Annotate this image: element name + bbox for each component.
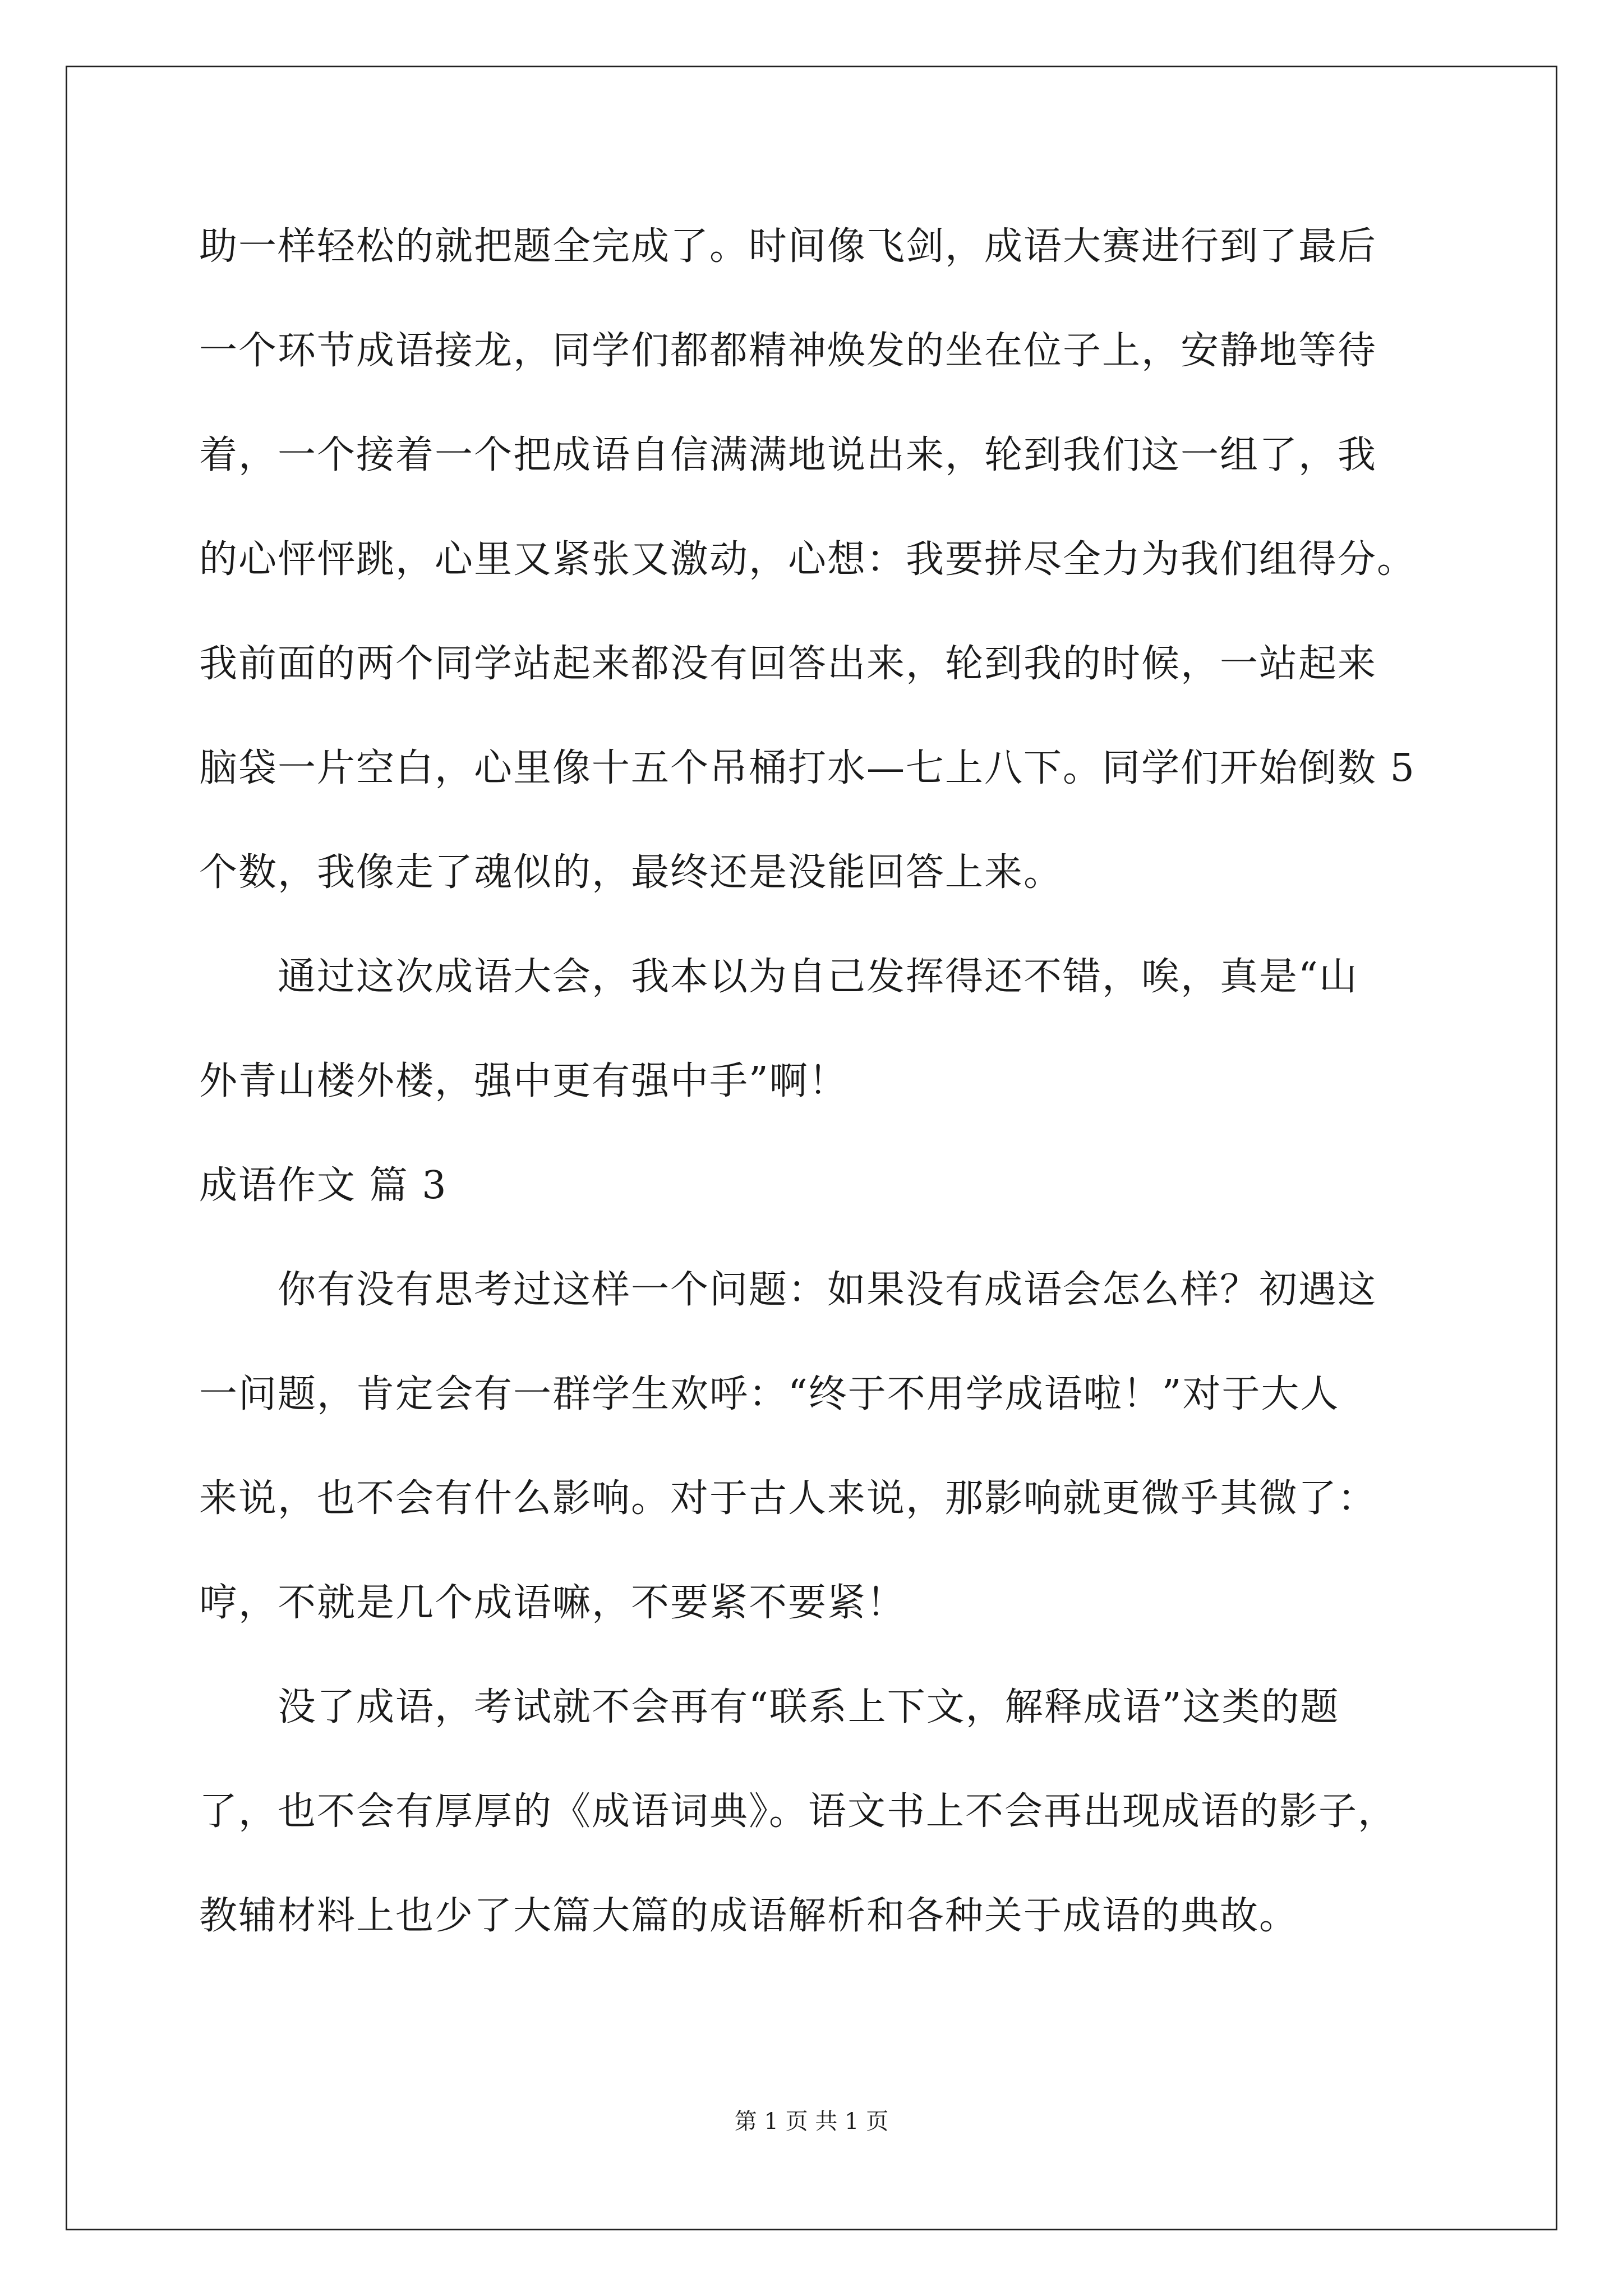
text-line: 脑袋一片空白，心里像十五个吊桶打水—七上八下。同学们开始倒数 5 (199, 746, 1415, 790)
text-line: 了，也不会有厚厚的《成语词典》。语文书上不会再出现成语的影子， (199, 1789, 1398, 1834)
text-line: 教辅材料上也少了大篇大篇的成语解析和各种关于成语的典故。 (199, 1894, 1299, 1938)
text-line: 我前面的两个同学站起来都没有回答出来，轮到我的时候，一站起来 (199, 642, 1377, 686)
text-line: 助一样轻松的就把题全完成了。时间像飞剑，成语大赛进行到了最后 (199, 224, 1377, 269)
paragraph-start-line: 你有没有思考过这样一个问题：如果没有成语会怎么样？初遇这 (278, 1268, 1377, 1312)
text-line: 外青山楼外楼，强中更有强中手”啊！ (199, 1059, 848, 1103)
document-body (199, 219, 1467, 1993)
page-number-footer: 第 1 页 共 1 页 (734, 2109, 889, 2134)
text-line: 一个环节成语接龙，同学们都都精神焕发的坐在位子上，安静地等待 (199, 329, 1377, 373)
paragraph-start-line: 没了成语，考试就不会再有“联系上下文，解释成语”这类的题 (278, 1685, 1340, 1729)
paragraph-start-line: 通过这次成语大会，我本以为自己发挥得还不错，唉，真是“山 (278, 955, 1358, 999)
text-line: 的心怦怦跳，心里又紧张又激动，心想：我要拼尽全力为我们组得分。 (199, 537, 1417, 582)
text-line: 哼，不就是几个成语嘛，不要紧不要紧！ (199, 1581, 906, 1625)
text-line: 个数，我像走了魂似的，最终还是没能回答上来。 (199, 850, 1063, 895)
text-line: 一问题，肯定会有一群学生欢呼：“终于不用学成语啦！”对于大人 (199, 1372, 1340, 1416)
text-line: 来说，也不会有什么影响。对于古人来说，那影响就更微乎其微了： (199, 1476, 1377, 1521)
text-line: 着，一个接着一个把成语自信满满地说出来，轮到我们这一组了，我 (199, 433, 1377, 477)
section-heading: 成语作文 篇 3 (199, 1163, 448, 1208)
